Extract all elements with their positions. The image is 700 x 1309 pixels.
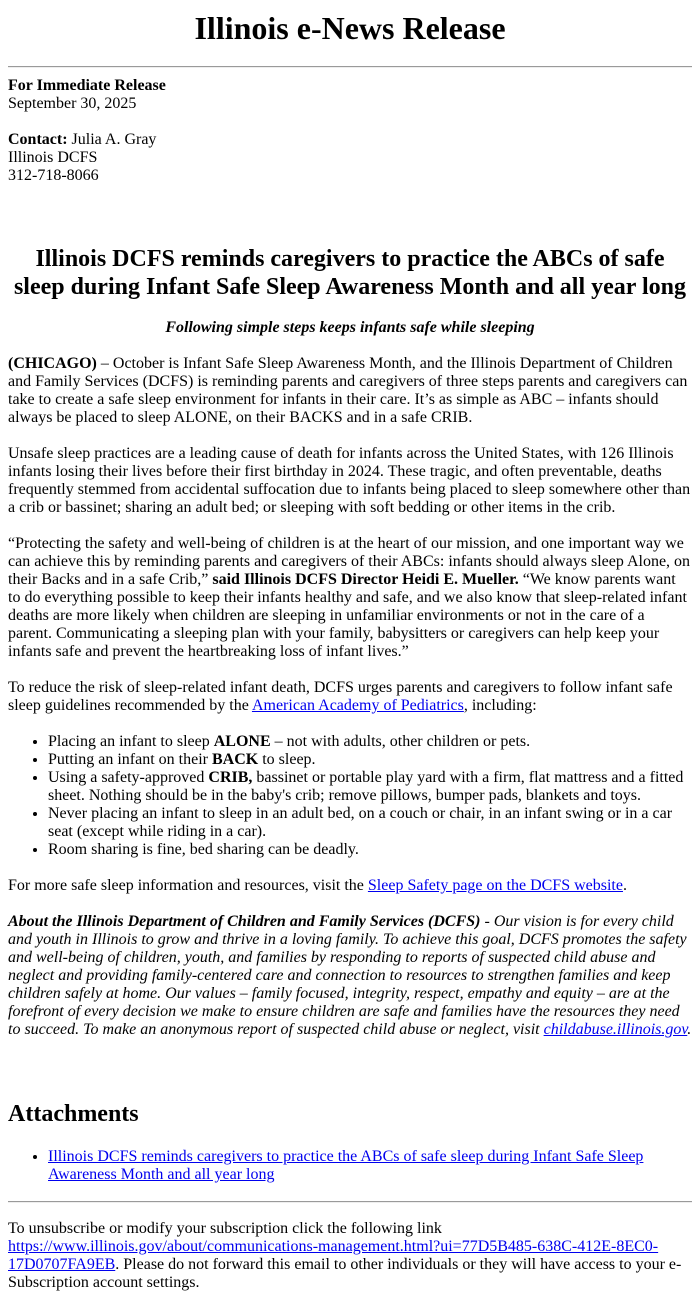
list-item-emphasis: CRIB, (208, 769, 253, 786)
contact-org: Illinois DCFS (8, 149, 98, 166)
list-item-emphasis: BACK (211, 751, 259, 768)
quote-part-2: “We know parents want to do everything possible to keep their infants healthy and safe, and we also know that sleep-related infant deaths are more likely when children are sleeping in unfamiliar environments or not in the care of a parent. Communicating a sleeping plan with your family, babysitters or caregivers can help keep your infants safe and prevent the heartbreaking loss of infant lives.” (8, 571, 687, 660)
contact-info (8, 131, 692, 185)
paragraph-quote (8, 535, 692, 661)
unsubscribe-intro: To unsubscribe or modify your subscription click the following link (8, 1220, 442, 1237)
release-date: September 30, 2025 (8, 95, 137, 112)
paragraph-intro (8, 355, 692, 427)
guidelines-text-end: , including: (463, 697, 537, 714)
unsubscribe-warning: . Please do not forward this email to other individuals or they will have access to your e-Subscription account settings. (8, 1256, 682, 1291)
article-headline: Illinois DCFS reminds caregivers to practice the ABCs of safe sleep during Infant Safe Sleep Awareness Month and all year long (13, 246, 687, 300)
dateline: (CHICAGO) (8, 355, 97, 372)
article-subheadline: Following simple steps keeps infants safe while sleeping (165, 319, 535, 336)
resources-text: For more safe sleep information and resources, visit the (8, 877, 368, 894)
release-label: For Immediate Release (8, 77, 166, 94)
attachments-heading: Attachments (8, 1101, 139, 1127)
list-item-text: Using a safety-approved (48, 769, 209, 786)
aap-link[interactable]: American Academy of Pediatrics (251, 697, 464, 714)
list-item (48, 841, 692, 859)
childabuse-link[interactable]: childabuse.illinois.gov (543, 1021, 688, 1038)
unsubscribe-text (8, 1220, 692, 1292)
list-item (48, 805, 692, 841)
list-item-text: Placing an infant to sleep (48, 733, 214, 750)
header-divider (8, 66, 692, 68)
sleep-safety-link[interactable]: Sleep Safety page on the DCFS website (367, 877, 623, 894)
page-title: Illinois e-News Release (194, 10, 506, 46)
footer-divider (8, 1201, 692, 1203)
list-item (48, 769, 692, 805)
list-item (48, 751, 692, 769)
list-item-text: Never placing an infant to sleep in an adult bed, on a couch or chair, in an infant swing or in a car seat (except while riding in a car). (48, 805, 673, 840)
quote-part-1: “Protecting the safety and well-being of children is at the heart of our mission, and one important way we can achieve this by reminding parents and caregivers of their ABCs: infants should always sleep Alone, on their Backs and in a safe Crib,” (8, 535, 691, 588)
about-text: - Our vision is for every child and youth in Illinois to grow and thrive in a loving family. To achieve this goal, DCFS promotes the safety and well-being of children, youth, and families by responding to reports of suspected child abuse and neglect and providing family-centered care and connection to resources to strengthen families and keep children safely at home. Our values – family focused, integrity, respect, empathy and equity – are at the forefront of every decision we make to ensure children are safe and families have the resources they need to succeed. To make an anonymous report of suspected child abuse or neglect, visit (8, 913, 687, 1038)
contact-name: Julia A. Gray (67, 131, 157, 148)
list-item-text: bassinet or portable play yard with a firm, flat mattress and a fitted sheet. Nothing should be in the baby's crib; remove pillows, bumper pads, blankets and toys. (48, 769, 684, 804)
list-item-text: Room sharing is fine, bed sharing can be deadly. (48, 841, 359, 858)
unsubscribe-link[interactable]: https://www.illinois.gov/about/communications-management.html?ui=77D5B485-638C-412E-8EC0-17D0707FA9EB (8, 1238, 659, 1273)
about-text-end: . (687, 1021, 692, 1038)
footer (8, 1220, 692, 1292)
release-meta (8, 77, 692, 185)
attachments-list (8, 1148, 692, 1184)
attachment-item (48, 1148, 692, 1184)
attachment-link[interactable]: Illinois DCFS reminds caregivers to practice the ABCs of safe sleep during Infant Safe Sleep Awareness Month and all year long (48, 1148, 644, 1183)
contact-label: Contact: (8, 131, 68, 148)
list-item (48, 733, 692, 751)
about-label: About the Illinois Department of Children and Family Services (DCFS) (8, 913, 481, 930)
list-item-emphasis: ALONE (213, 733, 271, 750)
list-item-text: Putting an infant on their (48, 751, 212, 768)
paragraph-resources (8, 877, 692, 895)
release-info (8, 77, 692, 113)
paragraph-guidelines (8, 679, 692, 715)
list-item-text: – not with adults, other children or pets. (270, 733, 531, 750)
about-dcfs (8, 913, 692, 1039)
contact-phone: 312-718-8066 (8, 167, 99, 184)
quote-attribution: said Illinois DCFS Director Heidi E. Mueller. (212, 571, 519, 588)
intro-text: – October is Infant Safe Sleep Awareness Month, and the Illinois Department of Children and Family Services (DCFS) is reminding parents and caregivers of three steps parents and caregivers can take to create a safe sleep environment for infants in their care. It’s as simple as ABC – infants should always be placed to sleep ALONE, on their BACKS and in a safe CRIB. (8, 355, 688, 426)
resources-text-end: . (622, 877, 627, 894)
list-item-text: to sleep. (258, 751, 316, 768)
guidelines-text: To reduce the risk of sleep-related infant death, DCFS urges parents and caregivers to follow infant safe sleep guidelines recommended by the (8, 679, 673, 714)
safe-sleep-list (8, 733, 692, 859)
paragraph-statistics: Unsafe sleep practices are a leading cause of death for infants across the United States, with 126 Illinois infants losing their lives before their first birthday in 2024. These tragic, and often preventable, deaths frequently stemmed from accidental suffocation due to infants being placed to sleep somewhere other than a crib or bassinet; sharing an adult bed; or sleeping with soft bedding or other items in the crib. (8, 445, 691, 516)
